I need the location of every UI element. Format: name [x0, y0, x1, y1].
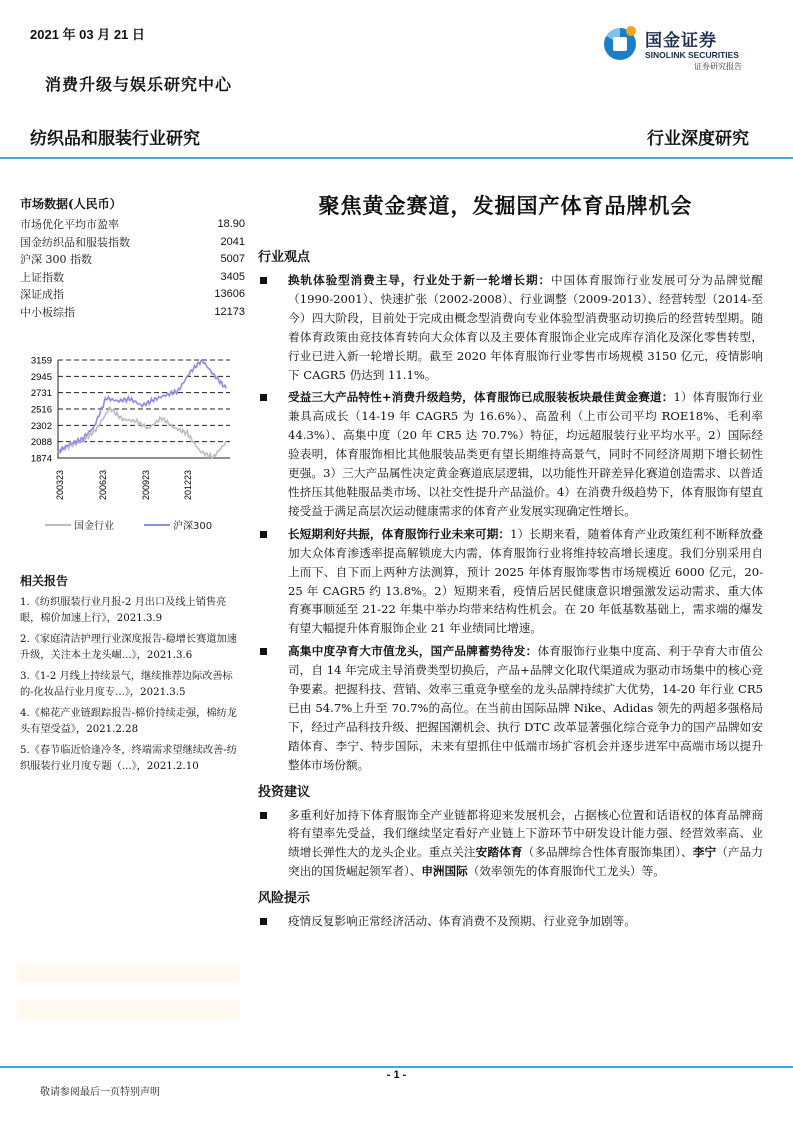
legend-label: 沪深300 [173, 521, 213, 532]
svg-text:201223: 201223 [183, 469, 193, 500]
advice-text: （效率领先的体育服饰代工龙头）等。 [467, 864, 665, 879]
market-data-value: 3405 [220, 270, 245, 283]
related-item[interactable]: 1.《纺织服装行业月报-2 月出口及线上销售亮眼，棉价加速上行》，2021.3.9 [20, 597, 227, 624]
bullet-point [258, 642, 763, 774]
header-divider [0, 157, 793, 159]
market-data-value: 13606 [214, 288, 245, 300]
bullet-text: 1）长期来看，随着体育产业政策红利不断释放叠加大众体育渗透率提高解锁庞大内需，体育服饰行业将维持较高增长速度。我们分别采用自上而下、自下而上两种方法测算，预计 2025 年体育服饰零售市场规模近 6000 亿元，20-25 年 CAGR5 约 13.8%。2）短期来看，疫情后居民健康意识增强激发运动需求、重大体育赛事顺延至 21-22 年集中举办均带来结构性机会。在 20 年低基数基础上，需求端的爆发有望大幅提升体育服饰企业 21 年业绩同比增速。 [288, 526, 763, 636]
advice-text: （产品力突出的国货崛起领军者）、 [288, 845, 763, 879]
svg-text:2945: 2945 [30, 371, 52, 383]
bullet-lead: 高集中度孕育大市值龙头，国产品牌蓄势待发： [288, 644, 538, 659]
legend-label: 国金行业 [74, 521, 114, 532]
bullet-point [258, 525, 763, 638]
market-data-row [20, 286, 245, 304]
highlighted-company: 申洲国际 [421, 864, 468, 879]
bullet-point [258, 271, 763, 384]
market-data-row [20, 251, 245, 269]
main-content [258, 190, 763, 935]
market-data-value: 2041 [220, 235, 245, 248]
bullet-text: 1）体育服饰行业兼具高成长（14-19 年 CAGR5 为 16.6%）、高盈利（上市公司平均 ROE18%、毛利率 44.3%）、高集中度（20 年 CR5 达 70.7%）特征，均远超服装行业平均水平。2）国际经验表明，体育服饰相比其他服装品类更有望长期维持高景气，同时不同经济周期下增长韧性更强。3）三大产品属性决定黄金赛道底层逻辑，以功能性开辟差异化赛道创造需求、以普适性挤压其他鞋服品类市场、以社交性提升产品溢价。4）在消费升级趋势下，体育服饰有望直接受益于满足高层次运动健康需求的体育产业发展实现确定性增长。 [288, 390, 763, 518]
market-data-value: 18.90 [217, 218, 245, 230]
related-item[interactable]: 2.《家庭清洁护理行业深度报告-稳增长赛道加速升级，关注本土龙头崛...》，2021.3.6 [20, 634, 237, 661]
market-data-panel [20, 195, 245, 321]
bullet-lead: 长短期利好共振，体育服饰行业未来可期： [288, 526, 511, 541]
page-number: - 1 - [386, 1069, 407, 1081]
market-data-label: 沪深 300 指数 [20, 253, 92, 266]
research-center-name: 消费升级与娱乐研究中心 [45, 75, 233, 94]
decorative-stripe [17, 963, 240, 983]
decorative-stripe [17, 1000, 240, 1020]
svg-text:2088: 2088 [30, 437, 52, 449]
report-title: 聚焦黄金赛道，发掘国产体育品牌机会 [318, 193, 693, 218]
market-data-row [20, 304, 245, 322]
footer-divider [0, 1066, 793, 1068]
market-data-label: 上证指数 [20, 270, 64, 284]
svg-text:2516: 2516 [30, 404, 52, 416]
highlighted-company: 李宁 [692, 845, 717, 860]
section-heading-risk: 风险提示 [258, 891, 311, 907]
market-data-title: 市场数据(人民币） [20, 197, 122, 211]
svg-text:200923: 200923 [141, 469, 151, 500]
section-heading-industry-view: 行业观点 [258, 250, 311, 265]
legend-item-csi300 [144, 517, 212, 532]
market-data-label: 中小板综指 [20, 305, 75, 319]
logo-dot-icon [626, 26, 636, 36]
related-item[interactable]: 3.《1-2 月线上持续景气，继续推荐边际改善标的-化妆品行业月度专...》，2021.3.5 [20, 671, 233, 698]
market-data-label: 市场优化平均市盈率 [20, 218, 119, 231]
svg-text:2302: 2302 [30, 420, 52, 432]
section-heading-investment: 投资建议 [258, 784, 311, 800]
report-type: 行业深度研究 [647, 129, 749, 149]
risk-warning: 疫情反复影响正常经济活动、体育消费不及预期、行业竞争加剧等。 [258, 912, 763, 931]
logo-cn-text: 国金证券 [645, 31, 717, 51]
svg-text:3159: 3159 [30, 355, 52, 367]
market-data-value: 12173 [214, 305, 245, 318]
investment-advice [258, 806, 763, 882]
market-data-row [20, 269, 245, 287]
report-date: 2021 年 03 月 21 日 [30, 27, 145, 42]
legend-swatch-gray-icon [45, 524, 71, 526]
bullet-lead: 受益三大产品特性+消费升级趋势，体育服饰已成服装板块最佳黄金赛道： [288, 390, 674, 405]
advice-text: （多品牌综合性体育服饰集团）、 [522, 845, 693, 860]
market-data-table [20, 216, 245, 321]
industry-title: 纺织品和服装行业研究 [30, 129, 200, 149]
related-item[interactable]: 5.《春节临近恰逢冷冬，终端需求望继续改善-纺织服装行业月度专题（...》，2021.2.10 [20, 745, 237, 772]
logo-en-text: SINOLINK SECURITIES [645, 50, 739, 60]
market-data-label: 深证成指 [20, 288, 64, 301]
market-data-row [20, 216, 245, 234]
legend-swatch-blue-icon [144, 524, 170, 526]
bullet-text: 中国体育服饰行业发展可分为品牌觉醒（1990-2001）、快速扩张（2002-2008）、行业调整（2009-2013）、经营转型（2014-至今）四大阶段，目前处于完成由概念型消费向专业体验型消费驱动切换后的经营转型期。随着体育政策由竞技体育转向大众体育以及主要体育服饰企业完成库存消化及深化零售转型，行业已进入新一轮增长期。截至 2020 年体育服饰行业零售市场规模 3150 亿元，疫情影响下 CAGR5 仍达到 11.1%。 [288, 273, 763, 382]
market-data-row [20, 234, 245, 252]
legend-item-industry [45, 517, 114, 532]
market-data-value: 5007 [220, 253, 245, 265]
svg-text:200623: 200623 [98, 469, 108, 500]
bullet-point [258, 388, 763, 520]
related-reports-title: 相关报告 [20, 574, 69, 588]
svg-text:1874: 1874 [30, 453, 52, 465]
line-chart [20, 350, 245, 515]
related-reports [20, 572, 245, 780]
highlighted-company: 安踏体育 [475, 845, 523, 860]
advice-text: 多重利好加持下体育服饰全产业链都将迎来发展机会，占据核心位置和话语权的体育品牌商将有望率先受益，我们继续坚定看好产业链上下游环节中研发设计能力强、经营效率高、业绩增长弹性大的龙头企业。重点关注 [288, 807, 763, 860]
market-data-label: 国金纺织品和服装指数 [20, 235, 130, 249]
bullet-text: 体育服饰行业集中度高、利于孕育大市值公司，自 14 年完成主导消费类型切换后，产品+品牌文化取代渠道成为驱动市场集中的核心竞争要素。把握科技、营销、效率三重竞争壁垒的龙头品牌持续扩大优势，14-20 年行业 CR5 已由 54.7%上升至 70.7%的高位。在当前由国际品牌 Nike、Adidas 领先的两超多强格局下，经过产品科技升级、把握国潮机会、执行 DTC 改革显著强化综合竞争力的国产品牌如安踏体育、李宁、特步国际，未来有望抓住中低端市场扩容机会并逐步进军中高端市场以提升整体市场份额。 [288, 644, 763, 772]
index-chart [20, 350, 245, 545]
sinolink-logo [604, 26, 764, 74]
disclaimer-note: 敬请参阅最后一页特别声明 [40, 1087, 160, 1098]
svg-text:2731: 2731 [30, 388, 52, 400]
related-item[interactable]: 4.《棉花产业链跟踪报告-棉价持续走强，棉纺龙头有望受益》，2021.2.28 [20, 708, 237, 735]
svg-text:200323: 200323 [55, 469, 65, 500]
chart-legend [45, 517, 212, 532]
logo-subtitle: 证券研究报告 [694, 62, 742, 71]
bullet-lead: 换轨体验型消费主导，行业处于新一轮增长期： [288, 273, 551, 287]
